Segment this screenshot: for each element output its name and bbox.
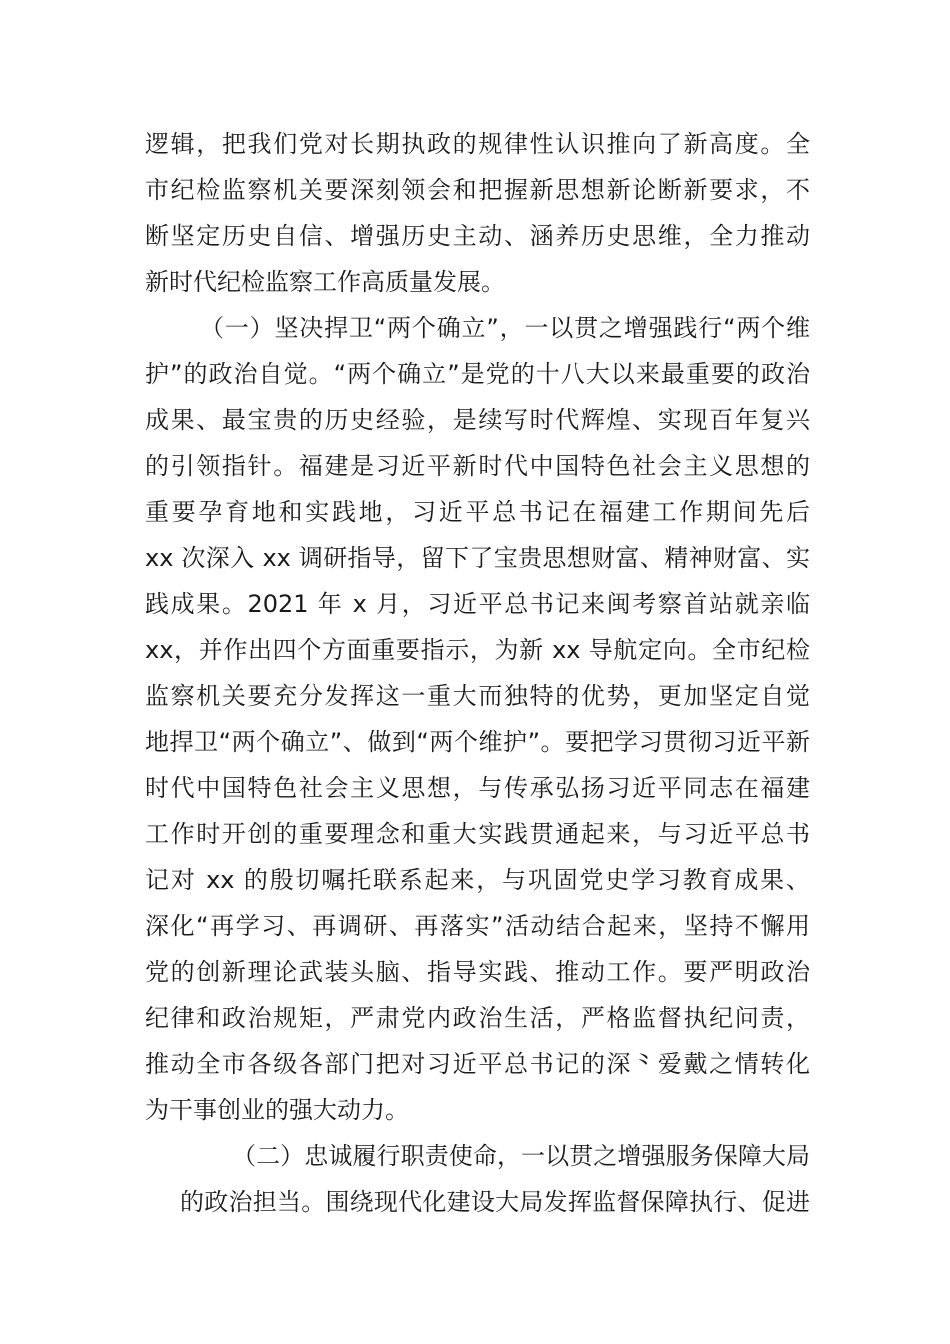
text-line: 护”的政治自觉。“两个确立”是党的十八大以来最重要的政治 xyxy=(145,360,810,388)
text-line: xx，并作出四个方面重要指示，为新 xx 导航定向。全市纪检 xyxy=(145,636,810,664)
text-line: 时代中国特色社会主义思想，与传承弘扬习近平同志在福建 xyxy=(145,774,810,802)
text-line: 记对 xx 的殷切嘱托联系起来，与巩固党史学习教育成果、 xyxy=(145,866,810,894)
text-line: 逻辑，把我们党对长期执政的规律性认识推向了新高度。全 xyxy=(145,130,810,158)
text-line: 践成果。2021 年 x 月，习近平总书记来闽考察首站就亲临 xyxy=(145,590,810,618)
section-heading-1: （一）坚决捍卫“两个确立”，一以贯之增强践行“两个维 xyxy=(200,314,810,342)
text-line: 监察机关要充分发挥这一重大而独特的优势，更加坚定自觉 xyxy=(145,682,810,710)
text-line: 工作时开创的重要理念和重大实践贯通起来，与习近平总书 xyxy=(145,820,810,848)
section-heading-2: （二）忠诚履行职责使命，一以贯之增强服务保障大局 xyxy=(232,1142,810,1170)
text-line: 深化“再学习、再调研、再落实”活动结合起来，坚持不懈用 xyxy=(145,912,810,940)
text-line: 纪律和政治规矩，严肃党内政治生活，严格监督执纪问责， xyxy=(145,1004,810,1032)
text-line: xx 次深入 xx 调研指导，留下了宝贵思想财富、精神财富、实 xyxy=(145,544,810,572)
text-line: 的引领指针。福建是习近平新时代中国特色社会主义思想的 xyxy=(145,452,810,480)
text-line: 党的创新理论武装头脑、指导实践、推动工作。要严明政治 xyxy=(145,958,810,986)
text-line: 为干事创业的强大动力。 xyxy=(145,1096,409,1124)
text-line: 地捍卫“两个确立”、做到“两个维护”。要把学习贯彻习近平新 xyxy=(145,728,810,756)
text-line: 重要孕育地和实践地，习近平总书记在福建工作期间先后 xyxy=(145,498,810,526)
text-line: 推动全市各级各部门把对习近平总书记的深⺀爱戴之情转化 xyxy=(145,1050,810,1078)
text-line: 的政治担当。围绕现代化建设大局发挥监督保障执行、促进 xyxy=(180,1188,810,1216)
text-line: 断坚定历史自信、增强历史主动、涵养历史思维，全力推动 xyxy=(145,222,810,250)
text-line: 成果、最宝贵的历史经验，是续写时代辉煌、实现百年复兴 xyxy=(145,406,810,434)
text-line: 新时代纪检监察工作高质量发展。 xyxy=(145,268,505,296)
text-line: 市纪检监察机关要深刻领会和把握新思想新论断新要求，不 xyxy=(145,176,810,204)
